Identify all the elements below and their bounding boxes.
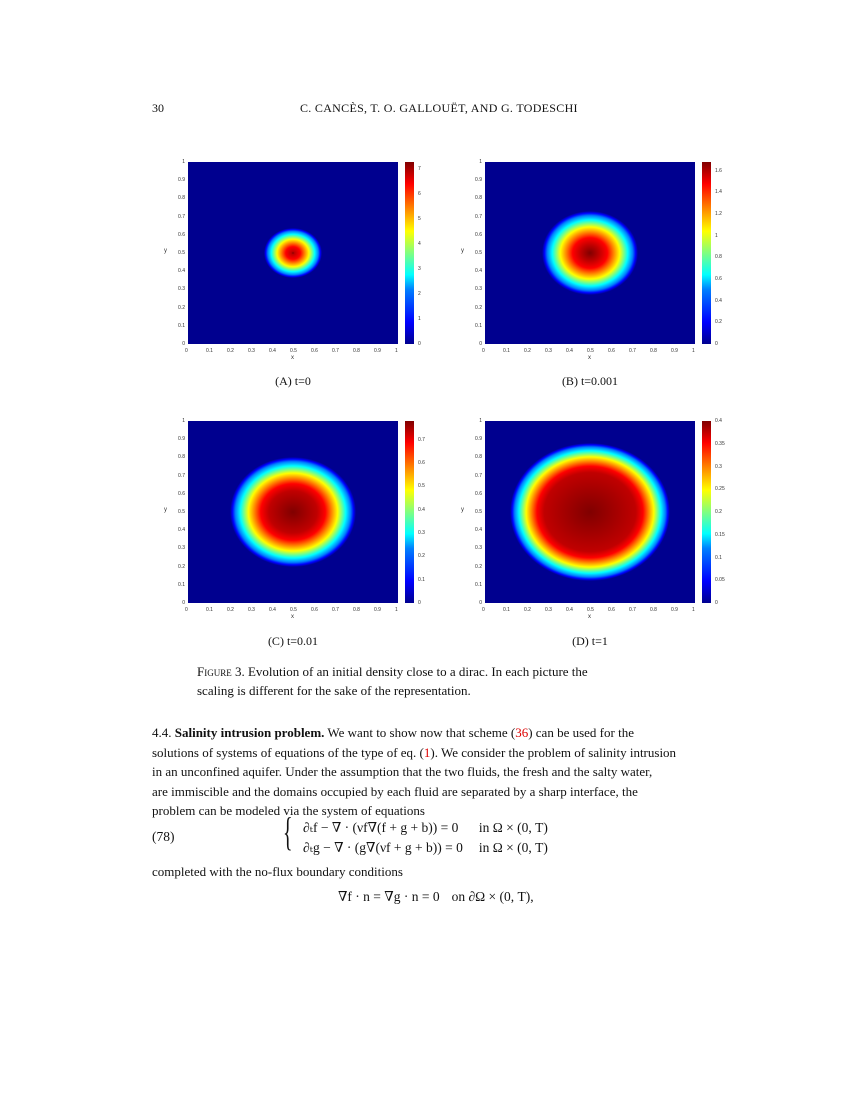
x-axis-label: x (588, 614, 591, 620)
y-tick-label: 1 (479, 159, 482, 165)
x-axis-label: x (291, 614, 294, 620)
subfigure-title: t=0 (291, 374, 311, 388)
x-tick-label: 0.9 (671, 607, 678, 613)
x-tick-label: 0.4 (566, 607, 573, 613)
equation-number: (78) (152, 829, 175, 844)
running-header: C. CANCÈS, T. O. GALLOUËT, AND G. TODESCHI (300, 101, 578, 115)
x-tick-label: 0.8 (353, 348, 360, 354)
colorbar-tick-label: 0.7 (418, 436, 425, 443)
x-tick-label: 0.7 (629, 607, 636, 613)
text: ) can be used for the (528, 725, 634, 740)
x-tick-label: 0.9 (374, 348, 381, 354)
subfigure-caption (460, 634, 720, 649)
y-tick-label: 0.2 (178, 563, 185, 570)
colorbar-tick-label: 0.4 (715, 418, 722, 424)
x-tick-label: 0.6 (311, 607, 318, 613)
ref-link-1[interactable]: 1 (423, 744, 431, 760)
x-tick-label: 0 (185, 348, 188, 354)
subfigure-label: (B) (561, 374, 578, 388)
brace: { (283, 809, 293, 854)
y-tick-label: 0.1 (178, 581, 185, 588)
section-number: 4.4. (152, 725, 172, 740)
ref-link-36[interactable]: 36 (515, 725, 529, 740)
y-tick-label: 0.7 (178, 213, 185, 220)
colorbar-tick-label: 0.2 (715, 319, 722, 326)
colorbar-tick-label: 0.1 (418, 576, 425, 583)
colorbar-tick-label: 1 (715, 232, 718, 239)
x-tick-label: 1 (692, 607, 695, 613)
density-blob (542, 211, 639, 295)
equation-system (303, 818, 548, 858)
y-tick-label: 0.7 (178, 472, 185, 479)
y-tick-label: 1 (479, 418, 482, 424)
subfigure-title: t=1 (588, 634, 608, 648)
x-tick-label: 0.1 (503, 607, 510, 613)
colorbar (702, 421, 711, 603)
colorbar (702, 162, 711, 344)
density-blob (230, 457, 356, 566)
colorbar-tick-label: 0.4 (418, 506, 425, 513)
colorbar-tick-label: 0 (418, 600, 421, 606)
y-axis-label: y (461, 248, 464, 254)
boundary-condition: ∇f · n = ∇g · n = 0 (338, 889, 440, 904)
text: ). We consider the problem of salinity intrusion (430, 744, 677, 760)
colorbar-tick-label: 4 (418, 241, 421, 248)
y-tick-label: 0.6 (475, 490, 482, 497)
colorbar-tick-label: 1.2 (715, 211, 722, 217)
x-tick-label: 0.4 (566, 348, 573, 354)
subfigure-label: (A) (275, 374, 292, 388)
x-tick-label: 1 (692, 348, 695, 354)
x-tick-label: 0 (482, 348, 485, 354)
caption-line: Evolution of an initial density close to a dirac. In each picture the (247, 664, 588, 679)
subfigure-title: t=0.01 (283, 634, 319, 648)
x-tick-label: 0.2 (227, 607, 234, 613)
colorbar-tick-label: 0.2 (418, 553, 425, 560)
y-axis-label: y (164, 248, 167, 254)
y-tick-label: 0.2 (475, 304, 482, 311)
heatmap-plot (188, 162, 398, 344)
y-tick-label: 0.4 (178, 527, 185, 534)
colorbar-tick-label: 1.6 (715, 167, 722, 174)
y-tick-label: 0.3 (178, 286, 185, 293)
y-tick-label: 0.5 (475, 250, 482, 256)
boundary-condition-line (338, 889, 534, 905)
x-tick-label: 0.5 (587, 348, 594, 354)
text: completed with the no-flux boundary conditions (152, 864, 403, 879)
y-tick-label: 0 (479, 600, 482, 606)
y-tick-label: 0.4 (475, 268, 482, 275)
colorbar-tick-label: 0.25 (715, 486, 725, 493)
heatmap-plot (188, 421, 398, 603)
heatmap-panel (164, 155, 430, 385)
y-tick-label: 1 (182, 159, 185, 165)
x-tick-label: 0.2 (524, 607, 531, 613)
x-tick-label: 0 (185, 607, 188, 613)
text: in an unconfined aquifer. Under the assumption that the two fluids, the fresh and the salty water, (152, 764, 653, 779)
y-tick-label: 0.9 (178, 177, 185, 184)
x-tick-label: 0.5 (290, 348, 297, 354)
y-tick-label: 0.2 (178, 304, 185, 311)
x-tick-label: 0.1 (503, 348, 510, 354)
caption-line: scaling is different for the sake of the representation. (197, 683, 471, 698)
y-tick-label: 0.5 (178, 250, 185, 256)
colorbar-tick-label: 2 (418, 291, 421, 298)
y-tick-label: 0.9 (475, 436, 482, 443)
x-tick-label: 0.8 (353, 607, 360, 613)
colorbar-tick-label: 1 (418, 316, 421, 323)
subfigure-label: (C) (267, 634, 284, 648)
figure-label: Figure 3. (197, 664, 245, 679)
density-blob (264, 228, 323, 279)
y-tick-label: 0.5 (475, 509, 482, 515)
colorbar-tick-label: 1.4 (715, 189, 722, 196)
y-tick-label: 0.1 (475, 322, 482, 329)
y-tick-label: 0 (479, 341, 482, 347)
y-tick-label: 0.5 (178, 509, 185, 515)
colorbar-tick-label: 0.1 (715, 554, 722, 561)
y-tick-label: 0.3 (475, 286, 482, 293)
colorbar-tick-label: 0.35 (715, 440, 725, 447)
y-tick-label: 0.4 (178, 268, 185, 275)
text: solutions of systems of equations of the type of eq. ( (152, 744, 424, 760)
colorbar-tick-label: 0 (715, 341, 718, 347)
y-tick-label: 0.6 (178, 490, 185, 497)
text: We want to show now that scheme ( (327, 725, 516, 740)
x-tick-label: 0.6 (608, 348, 615, 354)
y-tick-label: 0.8 (475, 195, 482, 202)
heatmap-panel (164, 414, 430, 644)
equation-1-domain: in Ω × (0, T) (478, 820, 548, 835)
heatmap-plot (485, 162, 695, 344)
equation-1: ∂ₜf − ∇ · (νf∇(f + g + b)) = 0 (303, 820, 459, 835)
equation-2: ∂ₜg − ∇ · (g∇(νf + g + b)) = 0 (303, 840, 463, 855)
subfigure-caption (163, 634, 423, 649)
y-tick-label: 0.8 (475, 454, 482, 461)
heatmap-plot (485, 421, 695, 603)
x-tick-label: 0.6 (608, 607, 615, 613)
x-tick-label: 0.7 (332, 607, 339, 613)
colorbar-tick-label: 3 (418, 266, 421, 273)
colorbar-tick-label: 0.3 (418, 530, 425, 536)
equation-2-domain: in Ω × (0, T) (478, 840, 548, 855)
colorbar-tick-label: 0.6 (715, 276, 722, 282)
figure-caption (197, 662, 588, 700)
colorbar-tick-label: 0.5 (418, 483, 425, 490)
y-tick-label: 0.3 (475, 545, 482, 552)
x-tick-label: 0.5 (290, 607, 297, 613)
y-tick-label: 0.9 (178, 436, 185, 443)
colorbar-tick-label: 7 (418, 166, 421, 173)
text: problem can be modeled via the system of equations (152, 803, 425, 818)
boundary-condition-domain: on ∂Ω × (0, T), (451, 889, 534, 904)
y-tick-label: 0.7 (475, 472, 482, 479)
y-tick-label: 0 (182, 341, 185, 347)
density-blob (510, 443, 670, 581)
colorbar-tick-label: 0 (418, 341, 421, 347)
x-tick-label: 0.3 (545, 348, 552, 354)
x-tick-label: 0.1 (206, 348, 213, 354)
text: are immiscible and the domains occupied by each fluid are separated by a sharp interface, the (152, 783, 638, 799)
colorbar-tick-label: 6 (418, 191, 421, 198)
y-tick-label: 0.1 (475, 581, 482, 588)
colorbar-tick-label: 0.2 (715, 509, 722, 515)
y-tick-label: 0.8 (178, 195, 185, 202)
x-tick-label: 0.7 (332, 348, 339, 354)
subfigure-caption (163, 374, 423, 389)
y-axis-label: y (461, 507, 464, 513)
y-tick-label: 0.1 (178, 322, 185, 329)
colorbar-tick-label: 0.4 (715, 297, 722, 304)
x-tick-label: 0.3 (545, 607, 552, 613)
x-tick-label: 0.3 (248, 348, 255, 354)
y-tick-label: 0.4 (475, 527, 482, 534)
y-tick-label: 0.7 (475, 213, 482, 220)
x-tick-label: 1 (395, 348, 398, 354)
colorbar-tick-label: 0.05 (715, 577, 725, 584)
y-tick-label: 0.6 (475, 231, 482, 238)
x-axis-label: x (588, 355, 591, 361)
page-number: 30 (152, 101, 164, 115)
section-4-4 (152, 723, 676, 821)
subfigure-caption (460, 374, 720, 389)
x-tick-label: 0.9 (671, 348, 678, 354)
colorbar-tick-label: 0 (715, 600, 718, 606)
subfigure-title: t=0.001 (577, 374, 619, 388)
colorbar-tick-label: 0.3 (715, 463, 722, 470)
x-tick-label: 1 (395, 607, 398, 613)
colorbar-tick-label: 0.6 (418, 460, 425, 466)
x-tick-label: 0 (482, 607, 485, 613)
x-tick-label: 0.4 (269, 348, 276, 354)
x-tick-label: 0.3 (248, 607, 255, 613)
x-tick-label: 0.7 (629, 348, 636, 354)
x-axis-label: x (291, 355, 294, 361)
x-tick-label: 0.2 (524, 348, 531, 354)
heatmap-panel (461, 155, 727, 385)
x-tick-label: 0.9 (374, 607, 381, 613)
colorbar-tick-label: 0.8 (715, 254, 722, 261)
y-tick-label: 0.3 (178, 545, 185, 552)
colorbar (405, 421, 414, 603)
colorbar-tick-label: 0.15 (715, 531, 725, 538)
y-tick-label: 0.6 (178, 231, 185, 238)
y-tick-label: 0.9 (475, 177, 482, 184)
x-tick-label: 0.8 (650, 607, 657, 613)
x-tick-label: 0.1 (206, 607, 213, 613)
y-axis-label: y (164, 507, 167, 513)
x-tick-label: 0.8 (650, 348, 657, 354)
y-tick-label: 0.8 (178, 454, 185, 461)
x-tick-label: 0.5 (587, 607, 594, 613)
subfigure-label: (D) (572, 634, 589, 648)
colorbar (405, 162, 414, 344)
y-tick-label: 0.2 (475, 563, 482, 570)
y-tick-label: 0 (182, 600, 185, 606)
colorbar-tick-label: 5 (418, 216, 421, 223)
x-tick-label: 0.2 (227, 348, 234, 354)
y-tick-label: 1 (182, 418, 185, 424)
x-tick-label: 0.4 (269, 607, 276, 613)
heatmap-panel (461, 414, 727, 644)
section-title: Salinity intrusion problem. (174, 725, 325, 740)
x-tick-label: 0.6 (311, 348, 318, 354)
